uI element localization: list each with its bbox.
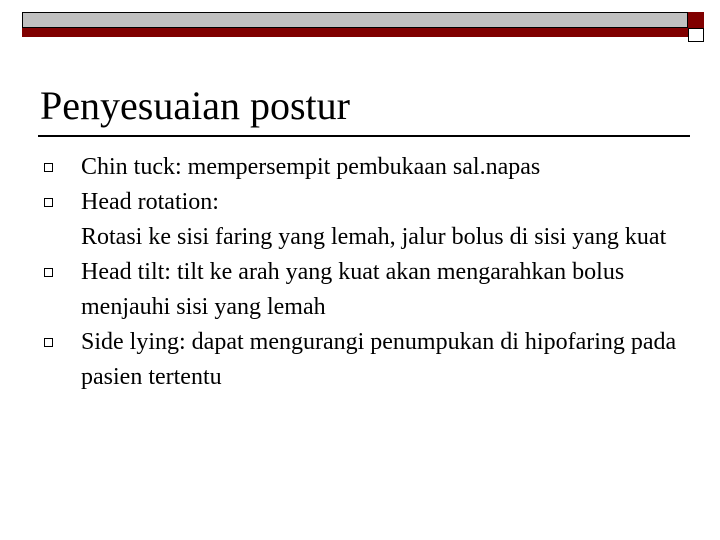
bullet-text: Side lying: dapat mengurangi penumpukan di hipofaring pada pasien tertentu	[81, 329, 677, 390]
slide-title: Penyesuaian postur	[40, 83, 350, 128]
decorative-corner-square	[688, 12, 704, 28]
decorative-accent-stripe	[22, 28, 688, 37]
square-bullet-icon	[44, 338, 53, 347]
decorative-top-bar	[22, 12, 688, 28]
bullet-continuation: Rotasi ke sisi faring yang lemah, jalur bolus di sisi yang kuat	[81, 224, 667, 250]
title-underline	[38, 135, 690, 137]
square-bullet-icon	[44, 268, 53, 277]
bullet-item	[42, 185, 682, 220]
square-bullet-icon	[44, 198, 53, 207]
bullet-text: Chin tuck: mempersempit pembukaan sal.napas	[81, 154, 541, 180]
bullet-item	[42, 325, 682, 395]
square-bullet-icon	[44, 163, 53, 172]
bullet-list	[42, 150, 682, 395]
bullet-item	[42, 255, 682, 325]
decorative-corner-square-outline	[688, 28, 704, 42]
bullet-text: Head rotation:	[81, 189, 219, 215]
bullet-item	[42, 150, 682, 185]
bullet-text: Head tilt: tilt ke arah yang kuat akan mengarahkan bolus menjauhi sisi yang lemah	[81, 259, 625, 320]
